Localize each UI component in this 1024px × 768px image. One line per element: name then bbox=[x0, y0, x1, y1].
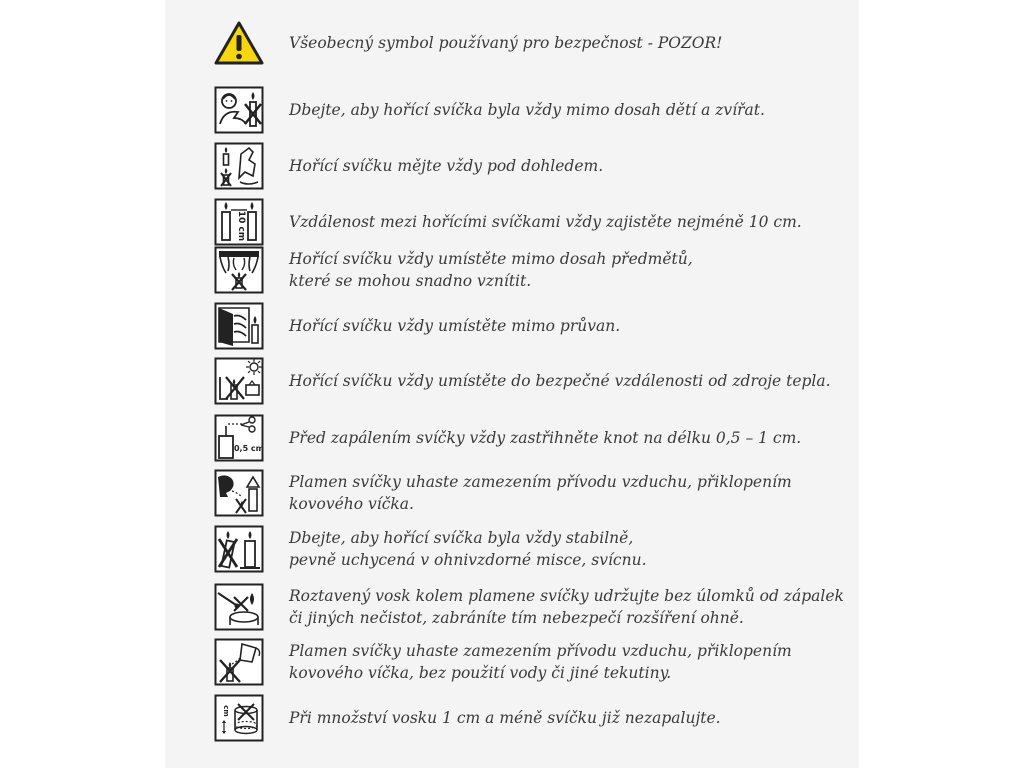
min-wax-icon bbox=[213, 693, 265, 743]
safety-item-text: Plamen svíčky uhaste zamezením přívodu vzduchu, přiklopením kovového víčka. bbox=[289, 473, 792, 513]
safety-item-debris bbox=[213, 582, 844, 632]
match-debris-icon bbox=[213, 582, 265, 632]
safety-item-no-blowing bbox=[213, 468, 833, 518]
safety-item-wick bbox=[213, 413, 833, 463]
safety-item-text: Vzdálenost mezi hořícími svíčkami vždy zajistěte nejméně 10 cm. bbox=[289, 213, 802, 231]
children-animals-icon bbox=[213, 85, 265, 135]
safety-item-flammable bbox=[213, 245, 833, 295]
safety-item-stable bbox=[213, 524, 833, 574]
safety-item-min-wax bbox=[213, 693, 833, 743]
svg-text:cm: cm bbox=[222, 705, 230, 717]
safety-item-text: Dbejte, aby hořící svíčka byla vždy stabilně, pevně uchycená v ohnivzdorné misce, svícnu. bbox=[289, 529, 647, 569]
svg-text:0,5 cm: 0,5 cm bbox=[233, 444, 264, 453]
safety-item-text: Hořící svíčku vždy umístěte mimo dosah předmětů, které se mohou snadno vznítit. bbox=[289, 250, 693, 290]
safety-item-children bbox=[213, 85, 833, 135]
no-blowing-icon bbox=[213, 468, 265, 518]
safety-item-draught bbox=[213, 301, 833, 351]
safety-item-text: Plamen svíčky uhaste zamezením přívodu vzduchu, přiklopením kovového víčka, bez použití vody či jiné tekutiny. bbox=[289, 642, 792, 682]
flammable-objects-icon bbox=[213, 245, 265, 295]
safety-item-supervision bbox=[213, 141, 833, 191]
safety-item-text: Hořící svíčku vždy umístěte mimo průvan. bbox=[289, 317, 621, 335]
safety-item-general bbox=[213, 18, 833, 68]
warning-triangle-icon bbox=[213, 18, 265, 68]
svg-text:10 cm: 10 cm bbox=[236, 210, 246, 242]
stable-holder-icon bbox=[213, 524, 265, 574]
no-water-icon bbox=[213, 637, 265, 687]
safety-item-text: Před zapálením svíčky vždy zastřihněte knot na délku 0,5 – 1 cm. bbox=[289, 429, 802, 447]
safety-item-no-water bbox=[213, 637, 833, 687]
safety-item-distance bbox=[213, 197, 833, 247]
draught-icon bbox=[213, 301, 265, 351]
safety-item-text: Při množství vosku 1 cm a méně svíčku již nezapalujte. bbox=[289, 709, 721, 727]
safety-item-text: Hořící svíčku vždy umístěte do bezpečné vzdálenosti od zdroje tepla. bbox=[289, 372, 831, 390]
safety-item-heat bbox=[213, 356, 833, 406]
safety-item-text: Dbejte, aby hořící svíčka byla vždy mimo dosah dětí a zvířat. bbox=[289, 101, 765, 119]
heat-source-icon bbox=[213, 356, 265, 406]
supervision-icon bbox=[213, 141, 265, 191]
trim-wick-icon bbox=[213, 413, 265, 463]
safety-item-text: Všeobecný symbol používaný pro bezpečnost - POZOR! bbox=[289, 34, 723, 52]
safety-item-text: Roztavený vosk kolem plamene svíčky udržujte bez úlomků od zápalek či jiných nečistot, zabráníte tím nebezpečí rozšíření ohně. bbox=[289, 587, 844, 627]
distance-10cm-icon bbox=[213, 197, 265, 247]
safety-item-text: Hořící svíčku mějte vždy pod dohledem. bbox=[289, 157, 604, 175]
